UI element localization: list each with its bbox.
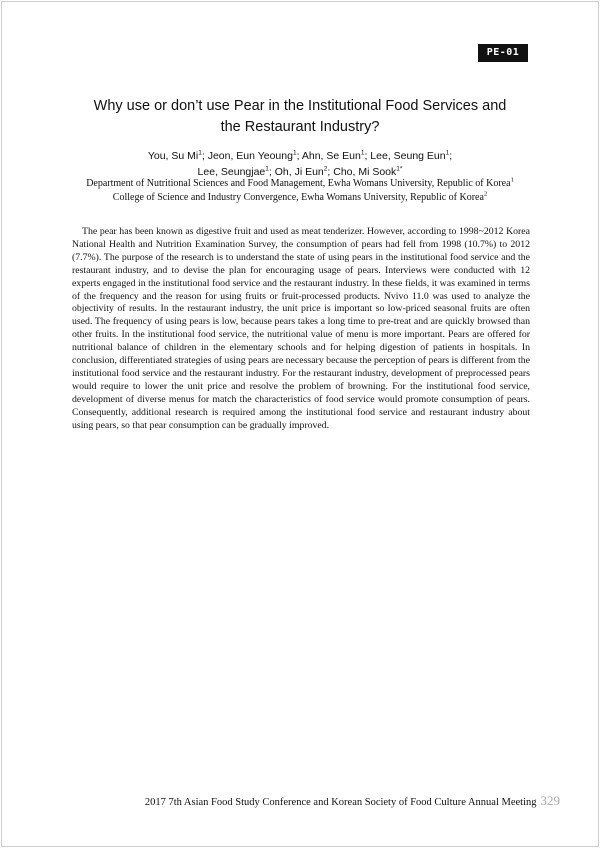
affiliation-mark: 2 [483, 190, 488, 198]
author-name: Lee, Seungjae [197, 166, 266, 178]
session-badge: PE-01 [478, 44, 528, 62]
affiliation-text: College of Science and Industry Convergence, Ewha Womans University, Republic of Korea [112, 192, 484, 203]
author-affiliation-mark: 1 [360, 149, 365, 157]
page-footer [60, 794, 560, 810]
author-affiliation-mark: 1 [292, 149, 297, 157]
author-name: Oh, Ji Eun [274, 166, 324, 178]
author-affiliation-mark: 1 [445, 149, 450, 157]
author-list [60, 148, 540, 180]
affiliation-2 [40, 191, 560, 205]
author-name: Lee, Seung Eun [370, 150, 446, 162]
abstract-body: The pear has been known as digestive fruit and used as meat tenderizer. However, according to 1998~2012 Korea National Health and Nutrition Examination Survey, the consumption of pears had fell from 1998 (10.7%) to 2012 (7.7%). The purpose of the research is to understand the state of using pears in the institutional food service and the restaurant industry, and to devise the plan for encouraging usage of pears. Interviews were conducted with 12 experts engaged in the institutional food service and the restaurant industry. In these fields, it was examined in terms of the frequency and the reason for using fruits or fruit-processed products. Nvivo 11.0 was used to analyze the objectivity of results. In the restaurant industry, the unit price is important so low-priced seasonal fruits are often used. The frequency of using pears is low, because pears takes a long time to pre-treat and are quickly browsed than other fruits. In the institutional food service, the nutritional value of menu is more important. Pears are offered for nutritional balance of children in the elementary schools and for helping digestion of patients in hospitals. In conclusion, differentiated strategies of using pears are necessary because the perception of pears is different from the institutional food service and the restaurant industry. For the restaurant industry, development of preprocessed pears would require to lower the unit price and resolve the problem of browning. For the institutional food service, development of diverse menus for match the characteristics of food service would promote consumption of pears. Consequently, additional research is required among the institutional food service and restaurant industry about using pears, so that pear consumption can be gradually improved. [72, 226, 531, 431]
affiliation-mark: 1 [510, 176, 514, 184]
author-separator: ; [201, 150, 208, 162]
author-affiliation-mark: 1* [396, 165, 403, 173]
author-name: Cho, Mi Sook [333, 166, 397, 178]
author-separator: ; [364, 150, 371, 162]
author-name: Jeon, Eun Yeoung [207, 150, 293, 162]
paper-title [60, 96, 540, 138]
author-affiliation-mark: 1 [265, 165, 269, 173]
page-number: 329 [540, 793, 560, 808]
conference-name: 2017 7th Asian Food Study Conference and Korean Society of Food Culture Annual Meeting [144, 797, 537, 808]
affiliation-1 [40, 177, 560, 191]
title-line-1: Why use or don’t use Pear in the Institutional Food Services and [93, 98, 507, 114]
affiliations [40, 177, 560, 205]
title-line-2: the Restaurant Industry? [220, 119, 380, 135]
author-separator: ; [268, 166, 275, 178]
author-separator: ; [449, 150, 453, 162]
author-affiliation-mark: 1 [198, 149, 202, 157]
affiliation-text: Department of Nutritional Sciences and Food Management, Ewha Womans University, Republic of Korea [86, 178, 511, 189]
author-name: You, Su Mi [147, 150, 199, 162]
author-name: Ahn, Se Eun [301, 150, 361, 162]
author-line-1 [60, 148, 540, 164]
author-separator: ; [327, 166, 334, 178]
author-affiliation-mark: 2 [323, 165, 328, 173]
author-separator: ; [296, 150, 302, 162]
